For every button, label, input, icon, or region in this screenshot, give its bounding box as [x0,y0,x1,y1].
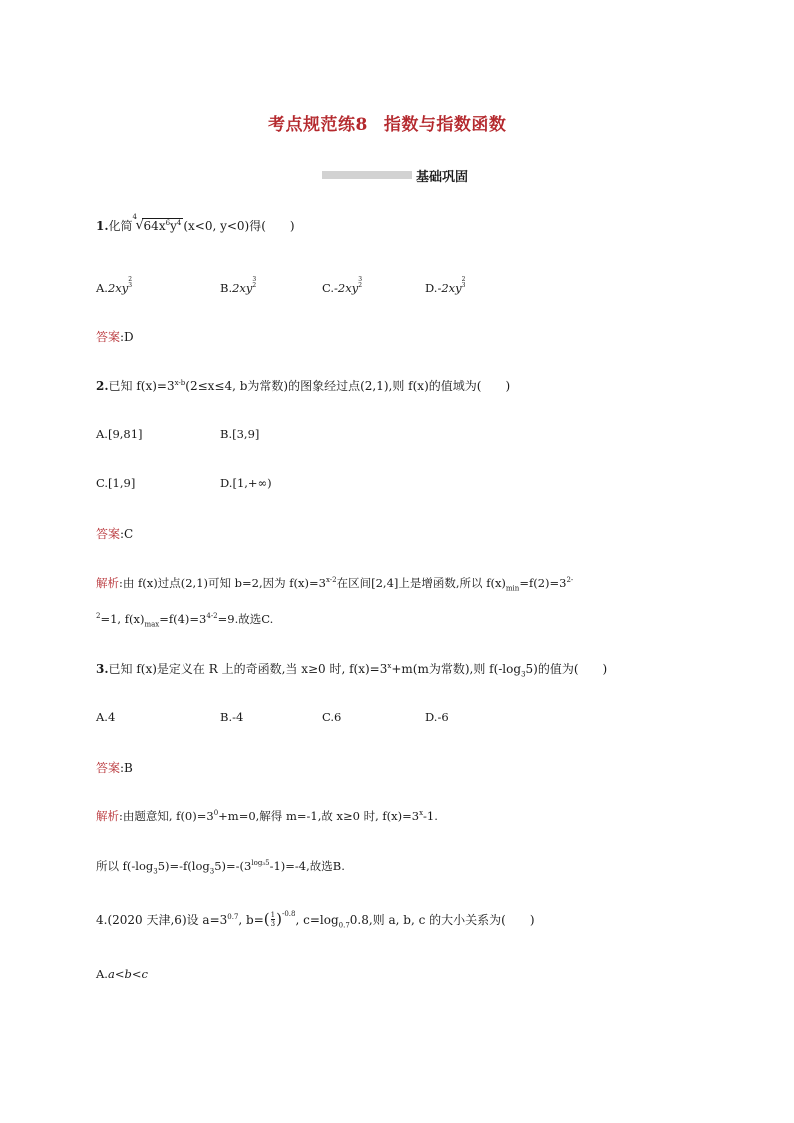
q1-option-d [425,277,465,295]
q1-radicand-exp1: 6 [165,219,171,227]
q3-exp: x [387,662,392,670]
q1-close: ) [289,219,295,233]
q3-options-1-label: B. [220,710,233,724]
q1-options-2-label: C. [322,280,335,295]
q3-options-3-label: D. [425,710,438,724]
q2-answer [96,525,133,542]
q1-options-2-exp-den: 2 [358,282,363,289]
q2-text: 已知 f(x)=3 [108,379,175,393]
radical-expression [132,213,184,233]
q3-analysis-line1-a: :由题意知, f(0)=3 [119,809,214,823]
q1-options-1-label: B. [220,280,233,295]
q2-analysis-line2-sub: max [144,620,160,629]
q2-analysis-line2-exp: 4-2 [206,612,218,621]
analysis-label: 解析 [96,809,119,823]
q4-frac-den: 3 [270,919,276,928]
q4-exp-a: 0.7 [227,913,239,921]
question-number: 4. [96,913,108,927]
question-3 [96,660,607,677]
q3-close: ) [602,662,608,676]
q3-option-d [425,710,449,724]
q1-options-0-label: A. [96,280,108,295]
q3-answer [96,759,133,776]
q2-analysis-line2-c: =f(4)=3 [159,612,207,626]
q3-sub: 3 [521,670,526,679]
question-2 [96,377,510,394]
q3-analysis-line2-sub2: 3 [209,867,215,876]
q1-options-1-exp-num: 3 [252,276,257,283]
q1-radicand: 64x [143,219,166,233]
q3-option-c [322,710,341,724]
q3-options-0-value: 4 [107,710,116,724]
q1-options-3-exp-den: 3 [461,282,466,289]
q1-options-3-label: D. [425,280,438,295]
q2-analysis-line-1 [96,575,573,591]
q4-frac-num: 1 [270,910,276,919]
q4-text-c: , c=log [295,913,339,927]
q3-analysis-line1-c: -1. [423,809,438,823]
q1-options-1-base: 2xy [232,280,253,295]
q4-options-0-value: a<b<c [107,967,148,981]
q2-options-3-label: D. [220,476,233,490]
q2-option-b [220,427,259,441]
q1-options-3-base: -2xy [437,280,462,295]
q3-analysis-line2-c: 5)=-(3 [214,859,252,873]
q1-root-index: 4 [132,213,138,221]
q2-answer: :C [120,527,134,541]
q1-options-2-base: -2xy [334,280,359,295]
q2-exp: x-b [174,379,186,387]
q4-options-0-label: A. [96,967,108,981]
q1-option-b [220,277,256,295]
q2-text2: (2≤x≤4, b为常数)的图象经过点(2,1),则 f(x)的值域为( [185,379,482,393]
q2-option-a [96,427,143,441]
answer-label: 答案 [96,761,121,775]
q1-options-2-exp-num: 3 [358,276,363,283]
q3-options-1-value: -4 [232,710,244,724]
q2-option-d [220,476,272,490]
q2-analysis-line2-a: 2 [96,612,101,621]
q2-analysis-line1-b: 在区间[2,4]上是增函数,所以 f(x) [336,576,506,590]
q2-analysis-line1-exp: x-2 [325,576,337,585]
page-title-part2: 指数与指数函数 [383,115,507,135]
q4-option-a [96,967,148,981]
q3-analysis-line-2 [96,858,345,874]
q3-analysis-line2-exp: log₃5 [251,859,270,868]
q3-text: 已知 f(x)是定义在 R 上的奇函数,当 x≥0 时, f(x)=3 [108,662,388,676]
q3-answer: :B [120,761,133,775]
answer-label: 答案 [96,527,121,541]
question-4 [96,910,535,928]
q2-analysis-line1-a: :由 f(x)过点(2,1)可知 b=2,因为 f(x)=3 [119,576,326,590]
q3-options-2-label: C. [322,710,335,724]
q3-options-3-value: -6 [437,710,449,724]
q3-analysis-line2-a: 所以 f(-log [96,859,154,873]
q1-options-3-exp-num: 2 [461,276,466,283]
q1-options-0-base: 2xy [107,280,129,295]
q1-options-0-exp-den: 3 [128,282,133,289]
q3-analysis-line1-exp: 0 [213,809,219,818]
q3-options-2-value: 6 [334,710,342,724]
q2-options-1-label: B. [220,427,233,441]
q2-options-2-label: C. [96,476,109,490]
q2-close: ) [505,379,511,393]
q2-options-0-value: [9,81] [107,427,143,441]
q2-option-c [96,476,135,490]
q4-exp-b: -0.8 [281,910,296,918]
q4-text-d: 0.8,则 a, b, c 的大小关系为( [349,913,506,927]
q1-radicand-exp2: 4 [176,219,182,227]
q2-analysis-line1-c: =f(2)=3 [519,576,567,590]
q1-option-c [322,277,362,295]
q1-answer [96,328,134,345]
q2-analysis-line-2 [96,611,273,627]
page-title [268,110,506,135]
q3-analysis-line2-d: -1)=-4,故选B. [269,859,345,873]
radical-sign-icon: √ [135,218,144,233]
q2-options-2-value: [1,9] [108,476,136,490]
section-decor-bar [322,171,412,179]
q3-options-0-label: A. [96,710,108,724]
question-number: 1. [96,219,109,233]
q3-option-a [96,710,115,724]
q4-close: ) [529,913,535,927]
q3-option-b [220,710,243,724]
q2-options-3-value: [1,+∞) [232,476,272,490]
q4-text-b: , b= [238,913,264,927]
question-number: 2. [96,379,109,393]
q3-analysis-line-1 [96,808,438,824]
q1-condition: (x<0, y<0)得( [183,219,266,233]
question-number: 3. [96,662,109,676]
q1-options-1-exp-den: 2 [252,282,257,289]
q1-radicand-y: y [170,219,177,233]
q4-sub-c: 0.7 [338,921,350,930]
answer-label: 答案 [96,330,121,344]
q2-analysis-line2-b: =1, f(x) [100,612,145,626]
q3-text2: +m(m为常数),则 f(-log [391,662,522,676]
q3-analysis-line2-b: 5)=-f(log [157,859,210,873]
page-title-part1: 考点规范练8 [268,115,368,135]
fraction-power: ( $\frac{1}{3}$ ) [263,910,282,928]
q1-answer: :D [120,330,134,344]
q3-analysis-line1-b: +m=0,解得 m=-1,故 x≥0 时, f(x)=3 [218,809,420,823]
q3-analysis-line2-sub1: 3 [153,867,158,876]
q3-text3: 5)的值为( [525,662,579,676]
q3-analysis-line1-exp2: x [419,809,424,818]
section-heading: 基础巩固 [416,170,469,185]
q1-option-a [96,277,132,295]
q2-options-1-value: [3,9] [232,427,260,441]
q2-analysis-line1-sub: min [505,584,520,593]
q2-options-0-label: A. [96,427,108,441]
q2-analysis-line1-exp2: 2- [566,576,574,585]
question-1 [96,213,295,234]
q4-source: (2020 天津,6)设 a=3 [107,913,228,927]
q1-text-before: 化简 [108,219,133,233]
analysis-label: 解析 [96,576,119,590]
q1-options-0-exp-num: 2 [128,276,133,283]
q2-analysis-line2-d: =9.故选C. [217,612,274,626]
